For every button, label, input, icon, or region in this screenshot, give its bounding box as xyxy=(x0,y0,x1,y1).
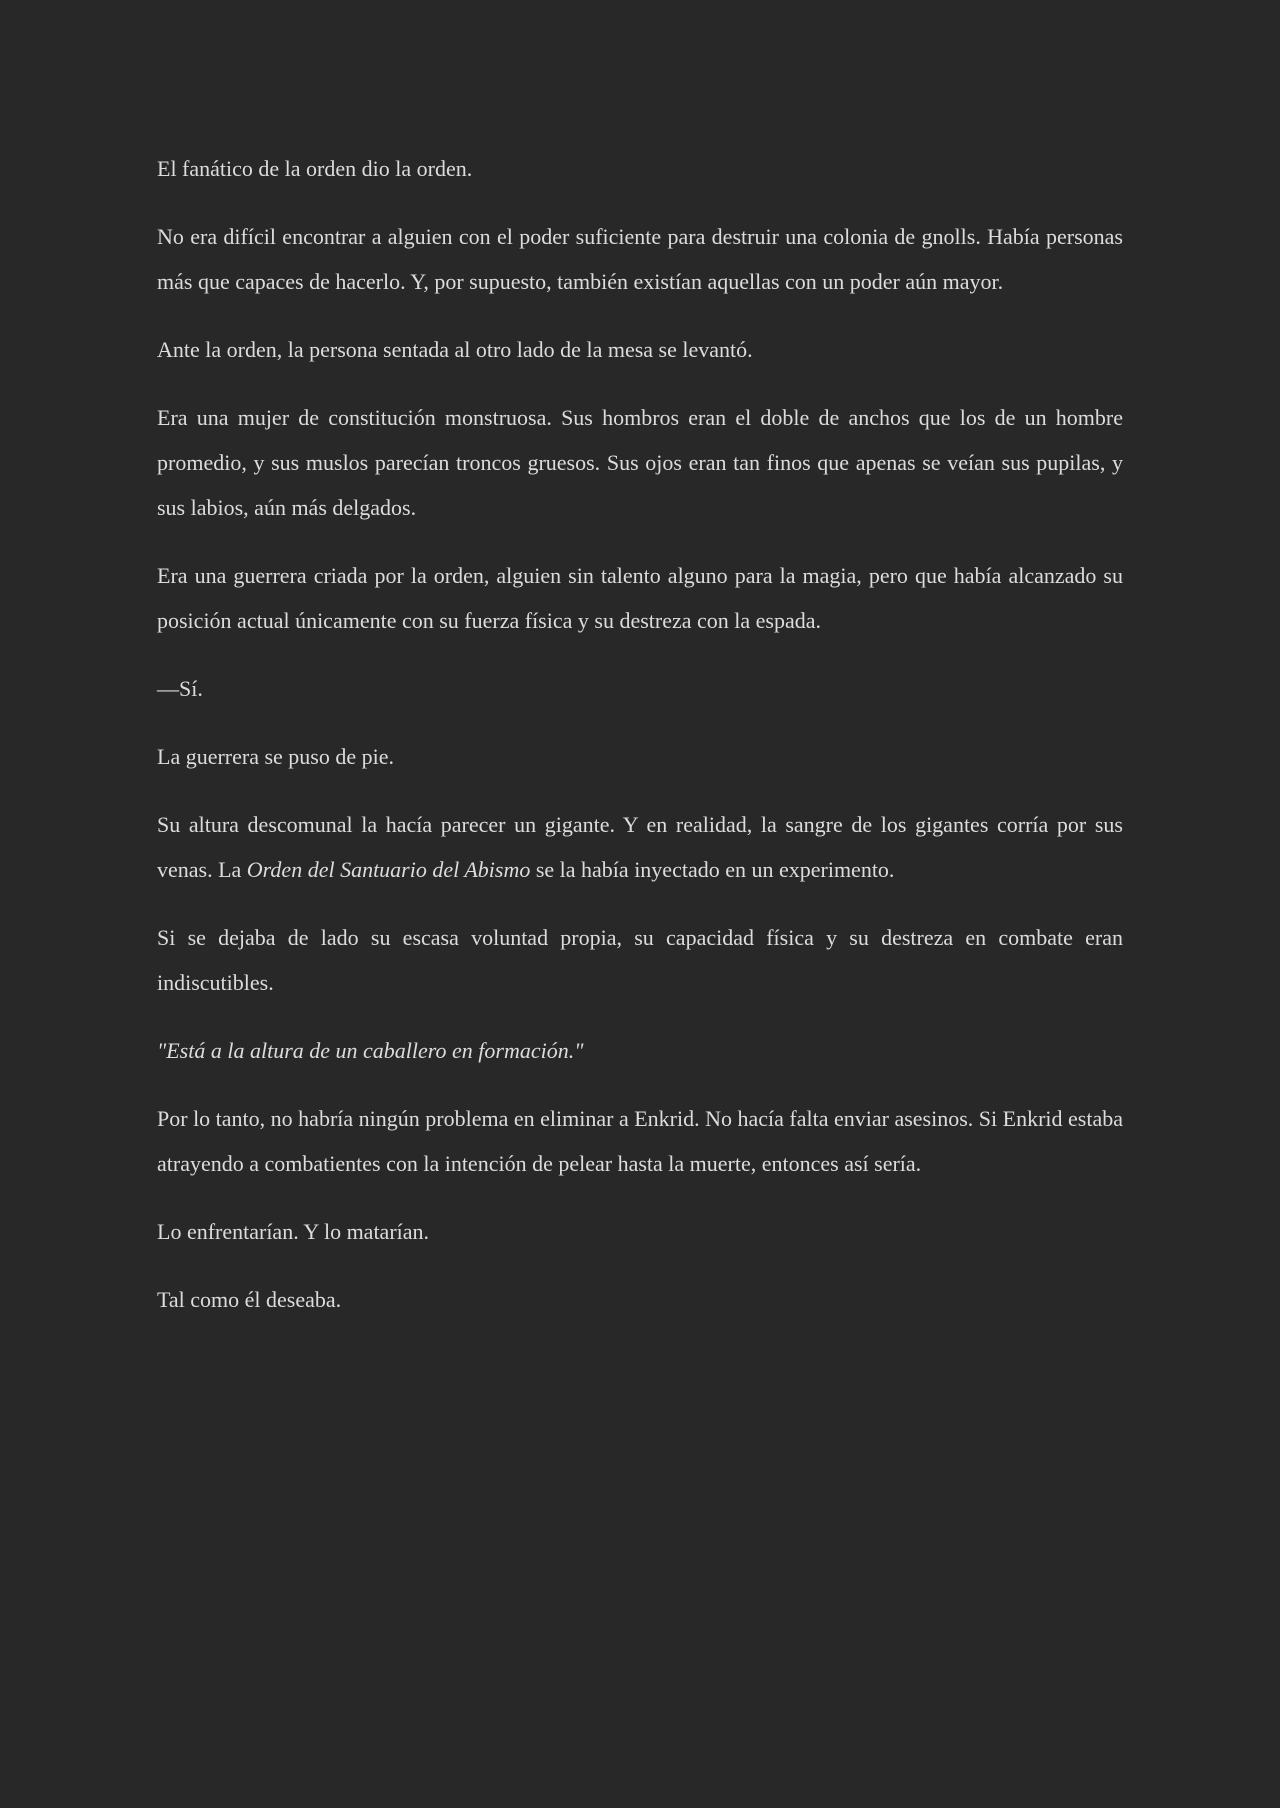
paragraph-text: Era una guerrera criada por la orden, alguien sin talento alguno para la magia, pero que había alcanzado su posición actual únicamente con su fuerza física y su destreza con la espada. xyxy=(157,563,1123,633)
paragraph-text: Por lo tanto, no habría ningún problema en eliminar a Enkrid. No hacía falta enviar asesinos. Si Enkrid estaba atrayendo a combatientes con la intención de pelear hasta la muerte, entonces así sería. xyxy=(157,1106,1123,1176)
paragraph-text: se la había inyectado en un experimento. xyxy=(530,857,895,882)
paragraph-text: La guerrera se puso de pie. xyxy=(157,744,395,769)
paragraph-text: —Sí. xyxy=(157,676,203,701)
paragraph-text: El fanático de la orden dio la orden. xyxy=(157,156,473,181)
italic-phrase: Orden del Santuario del Abismo xyxy=(246,857,531,882)
paragraph xyxy=(157,395,1123,530)
paragraph-text: Era una mujer de constitución monstruosa. Sus hombros eran el doble de anchos que los de un hombre promedio, y sus muslos parecían troncos gruesos. Sus ojos eran tan finos que apenas se veían sus pupilas, y sus labios, aún más delgados. xyxy=(157,405,1123,520)
paragraph xyxy=(157,915,1123,1005)
chapter-text xyxy=(157,146,1123,1322)
paragraph xyxy=(157,1028,1123,1073)
paragraph xyxy=(157,1209,1123,1254)
paragraph-text: Tal como él deseaba. xyxy=(157,1287,342,1312)
paragraph-text: Si se dejaba de lado su escasa voluntad propia, su capacidad física y su destreza en combate eran indiscutibles. xyxy=(157,925,1123,995)
paragraph xyxy=(157,802,1123,892)
paragraph-text: Ante la orden, la persona sentada al otro lado de la mesa se levantó. xyxy=(157,337,753,362)
paragraph xyxy=(157,327,1123,372)
paragraph-text: No era difícil encontrar a alguien con el poder suficiente para destruir una colonia de gnolls. Había personas más que capaces de hacerlo. Y, por supuesto, también existían aquellas con un poder aún mayor. xyxy=(157,224,1123,294)
paragraph xyxy=(157,146,1123,191)
paragraph xyxy=(157,214,1123,304)
paragraph xyxy=(157,734,1123,779)
paragraph-text: Su altura descomunal la hacía parecer un gigante. Y en realidad, la sangre de los gigantes corría por sus venas. La xyxy=(157,812,1123,882)
paragraph-text: Lo enfrentarían. Y lo matarían. xyxy=(157,1219,430,1244)
paragraph xyxy=(157,1096,1123,1186)
paragraph xyxy=(157,666,1123,711)
paragraph xyxy=(157,1277,1123,1322)
paragraph xyxy=(157,553,1123,643)
italic-quote: "Está a la altura de un caballero en formación." xyxy=(157,1038,584,1063)
